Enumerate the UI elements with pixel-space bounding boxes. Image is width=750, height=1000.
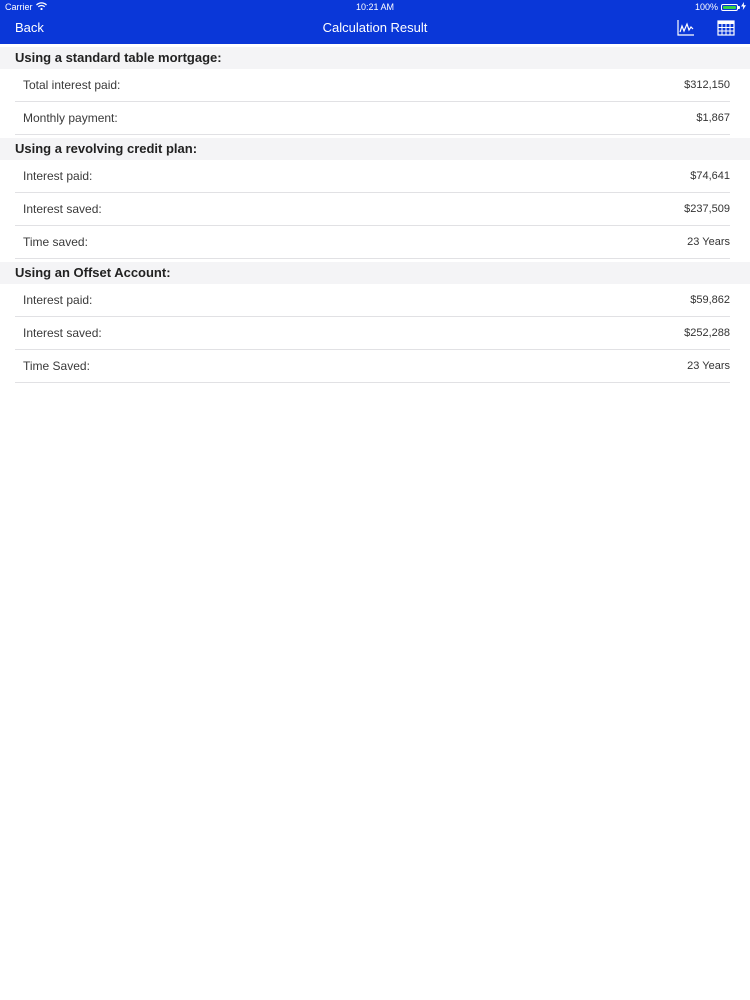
back-button[interactable]: Back xyxy=(15,20,44,35)
section-header-standard-mortgage: Using a standard table mortgage: xyxy=(0,47,750,69)
row-value: $59,862 xyxy=(690,294,730,306)
row-label: Interest saved: xyxy=(23,202,102,216)
result-row xyxy=(15,226,730,259)
navigation-bar xyxy=(0,14,750,44)
status-bar xyxy=(0,0,750,14)
section-header-offset-account: Using an Offset Account: xyxy=(0,262,750,284)
battery-area xyxy=(695,0,746,14)
status-time: 10:21 AM xyxy=(355,2,395,12)
result-row xyxy=(15,350,730,383)
result-row xyxy=(15,102,730,135)
result-row xyxy=(15,69,730,102)
row-label: Interest paid: xyxy=(23,293,93,307)
row-value: 23 Years xyxy=(687,360,730,372)
battery-percent: 100% xyxy=(694,2,718,12)
carrier-label: Carrier xyxy=(5,2,33,12)
row-value: $237,509 xyxy=(684,203,730,215)
row-value: $252,288 xyxy=(684,327,730,339)
row-value: $1,867 xyxy=(696,112,730,124)
result-row xyxy=(15,193,730,226)
top-bar xyxy=(0,0,750,44)
results-list xyxy=(0,47,750,383)
section-header-revolving-credit: Using a revolving credit plan: xyxy=(0,138,750,160)
nav-actions xyxy=(676,18,736,38)
row-label: Interest paid: xyxy=(23,169,93,183)
battery-icon xyxy=(721,4,738,11)
row-label: Time saved: xyxy=(23,235,88,249)
result-row xyxy=(15,284,730,317)
row-label: Total interest paid: xyxy=(23,78,121,92)
charging-bolt-icon xyxy=(741,0,746,14)
row-value: 23 Years xyxy=(687,236,730,248)
result-row xyxy=(15,160,730,193)
result-row xyxy=(15,317,730,350)
row-label: Monthly payment: xyxy=(23,111,118,125)
page-title: Calculation Result xyxy=(322,20,428,35)
row-label: Time Saved: xyxy=(23,359,90,373)
row-label: Interest saved: xyxy=(23,326,102,340)
row-value: $312,150 xyxy=(684,79,730,91)
table-grid-icon[interactable] xyxy=(716,18,736,38)
row-value: $74,641 xyxy=(690,170,730,182)
line-chart-icon[interactable] xyxy=(676,18,696,38)
